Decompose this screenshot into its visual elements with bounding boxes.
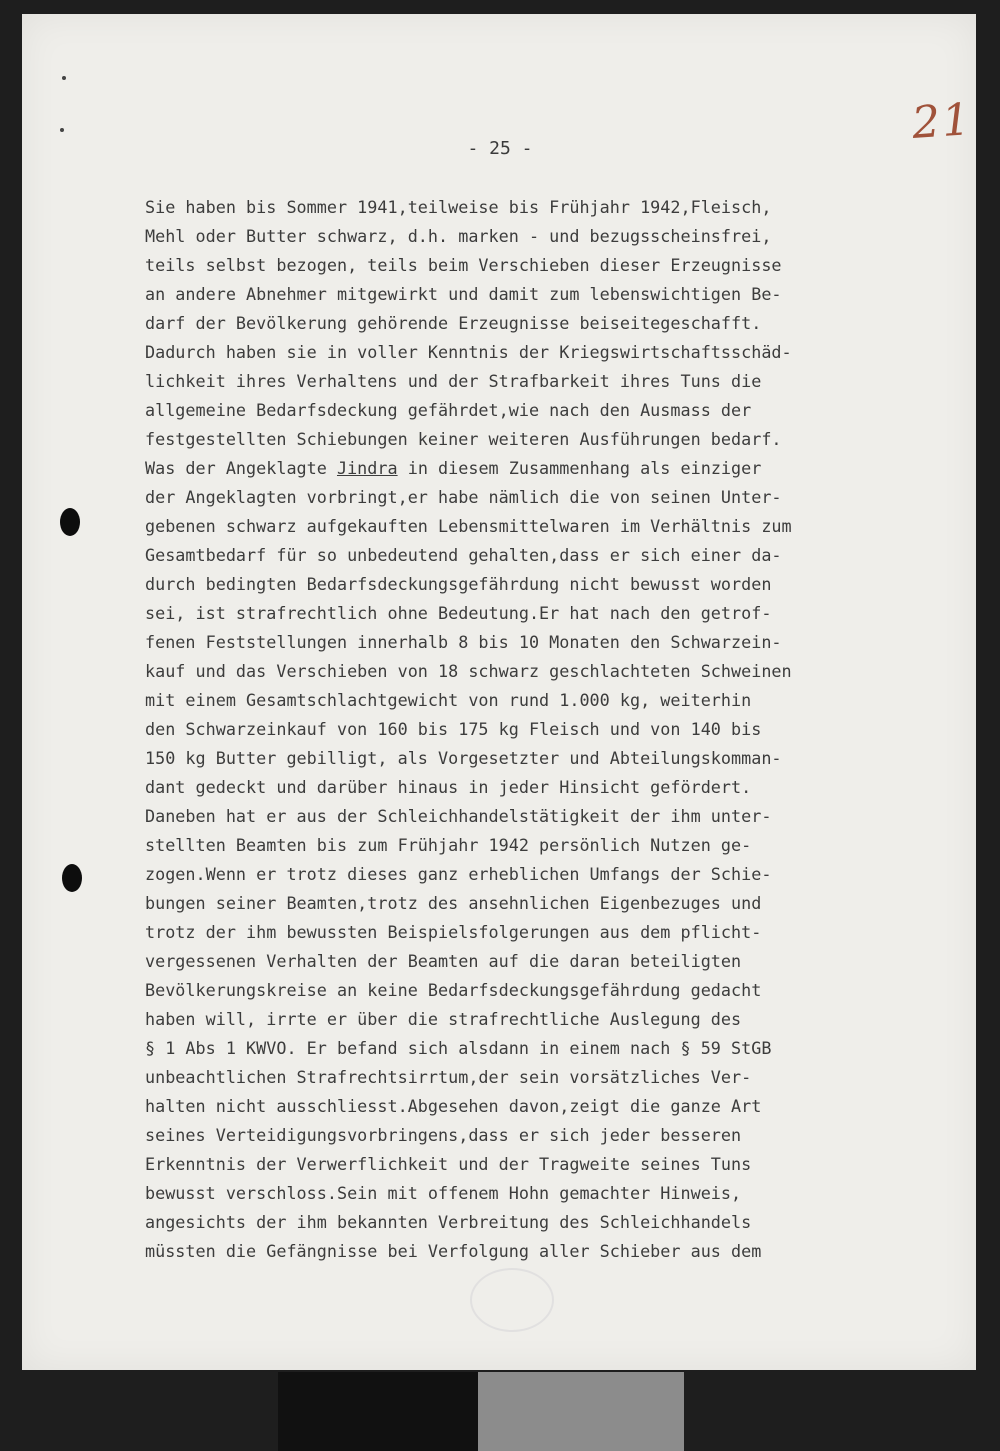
- speck-mark: [60, 128, 64, 132]
- text-line: an andere Abnehmer mitgewirkt und damit zum lebenswichtigen Be-: [145, 285, 782, 305]
- text-line: Sie haben bis Sommer 1941,teilweise bis Frühjahr 1942,Fleisch,: [145, 198, 772, 218]
- text-line: Daneben hat er aus der Schleichhandelstätigkeit der ihm unter-: [145, 807, 772, 827]
- text-line: Dadurch haben sie in voller Kenntnis der Kriegswirtschaftsschäd-: [145, 343, 792, 363]
- text-line: angesichts der ihm bekannten Verbreitung des Schleichhandels: [145, 1213, 752, 1233]
- text-line: darf der Bevölkerung gehörende Erzeugnisse beiseitegeschafft.: [145, 314, 762, 334]
- text-line: Was der Angeklagte Jindra in diesem Zusammenhang als einziger: [145, 459, 762, 479]
- text-line: festgestellten Schiebungen keiner weiteren Ausführungen bedarf.: [145, 430, 782, 450]
- text-line: Erkenntnis der Verwerflichkeit und der Tragweite seines Tuns: [145, 1155, 752, 1175]
- text-line: fenen Feststellungen innerhalb 8 bis 10 Monaten den Schwarzein-: [145, 633, 782, 653]
- scan-calibration-strip-dark: [278, 1372, 478, 1451]
- text-line: kauf und das Verschieben von 18 schwarz geschlachteten Schweinen: [145, 662, 792, 682]
- text-line: gebenen schwarz aufgekauften Lebensmittelwaren im Verhältnis zum: [145, 517, 792, 537]
- text-line: zogen.Wenn er trotz dieses ganz erheblichen Umfangs der Schie-: [145, 865, 772, 885]
- handwritten-folio-number: 21: [910, 93, 974, 150]
- page-number: - 25 -: [467, 138, 533, 159]
- text-line: lichkeit ihres Verhaltens und der Strafbarkeit ihres Tuns die: [145, 372, 762, 392]
- text-line: vergessenen Verhalten der Beamten auf die daran beteiligten: [145, 952, 742, 972]
- text-line: halten nicht ausschliesst.Abgesehen davon,zeigt die ganze Art: [145, 1097, 762, 1117]
- underlined-name: Jindra: [336, 459, 398, 479]
- text-line: durch bedingten Bedarfsdeckungsgefährdung nicht bewusst worden: [145, 575, 772, 595]
- speck-mark: [62, 76, 66, 80]
- punch-hole-top: [60, 508, 80, 536]
- text-line: müssten die Gefängnisse bei Verfolgung aller Schieber aus dem: [145, 1242, 762, 1262]
- text-line: bungen seiner Beamten,trotz des ansehnlichen Eigenbezuges und: [145, 894, 762, 914]
- text-line: 150 kg Butter gebilligt, als Vorgesetzter und Abteilungskomman-: [145, 749, 782, 769]
- text-line: Mehl oder Butter schwarz, d.h. marken - und bezugsscheinsfrei,: [145, 227, 772, 247]
- text-line: Bevölkerungskreise an keine Bedarfsdeckungsgefährdung gedacht: [145, 981, 762, 1001]
- punch-hole-bottom: [62, 864, 82, 892]
- text-line: mit einem Gesamtschlachtgewicht von rund 1.000 kg, weiterhin: [145, 691, 752, 711]
- text-line: Gesamtbedarf für so unbedeutend gehalten,dass er sich einer da-: [145, 546, 782, 566]
- typewritten-body: [145, 194, 925, 1267]
- text-line: haben will, irrte er über die strafrechtliche Auslegung des: [145, 1010, 742, 1030]
- scan-calibration-strip-grey: [478, 1372, 684, 1451]
- faint-stamp: [470, 1268, 554, 1332]
- text-line: teils selbst bezogen, teils beim Verschieben dieser Erzeugnisse: [145, 256, 782, 276]
- text-line: sei, ist strafrechtlich ohne Bedeutung.Er hat nach den getrof-: [145, 604, 772, 624]
- text-line: dant gedeckt und darüber hinaus in jeder Hinsicht gefördert.: [145, 778, 752, 798]
- text-line: den Schwarzeinkauf von 160 bis 175 kg Fleisch und von 140 bis: [145, 720, 762, 740]
- text-line: bewusst verschloss.Sein mit offenem Hohn gemachter Hinweis,: [145, 1184, 742, 1204]
- text-line: der Angeklagten vorbringt,er habe nämlich die von seinen Unter-: [145, 488, 782, 508]
- text-line: stellten Beamten bis zum Frühjahr 1942 persönlich Nutzen ge-: [145, 836, 752, 856]
- text-line: allgemeine Bedarfsdeckung gefährdet,wie nach den Ausmass der: [145, 401, 752, 421]
- text-line: trotz der ihm bewussten Beispielsfolgerungen aus dem pflicht-: [145, 923, 762, 943]
- text-line: unbeachtlichen Strafrechtsirrtum,der sein vorsätzliches Ver-: [145, 1068, 752, 1088]
- text-line: seines Verteidigungsvorbringens,dass er sich jeder besseren: [145, 1126, 742, 1146]
- text-line: § 1 Abs 1 KWVO. Er befand sich alsdann in einem nach § 59 StGB: [145, 1039, 772, 1059]
